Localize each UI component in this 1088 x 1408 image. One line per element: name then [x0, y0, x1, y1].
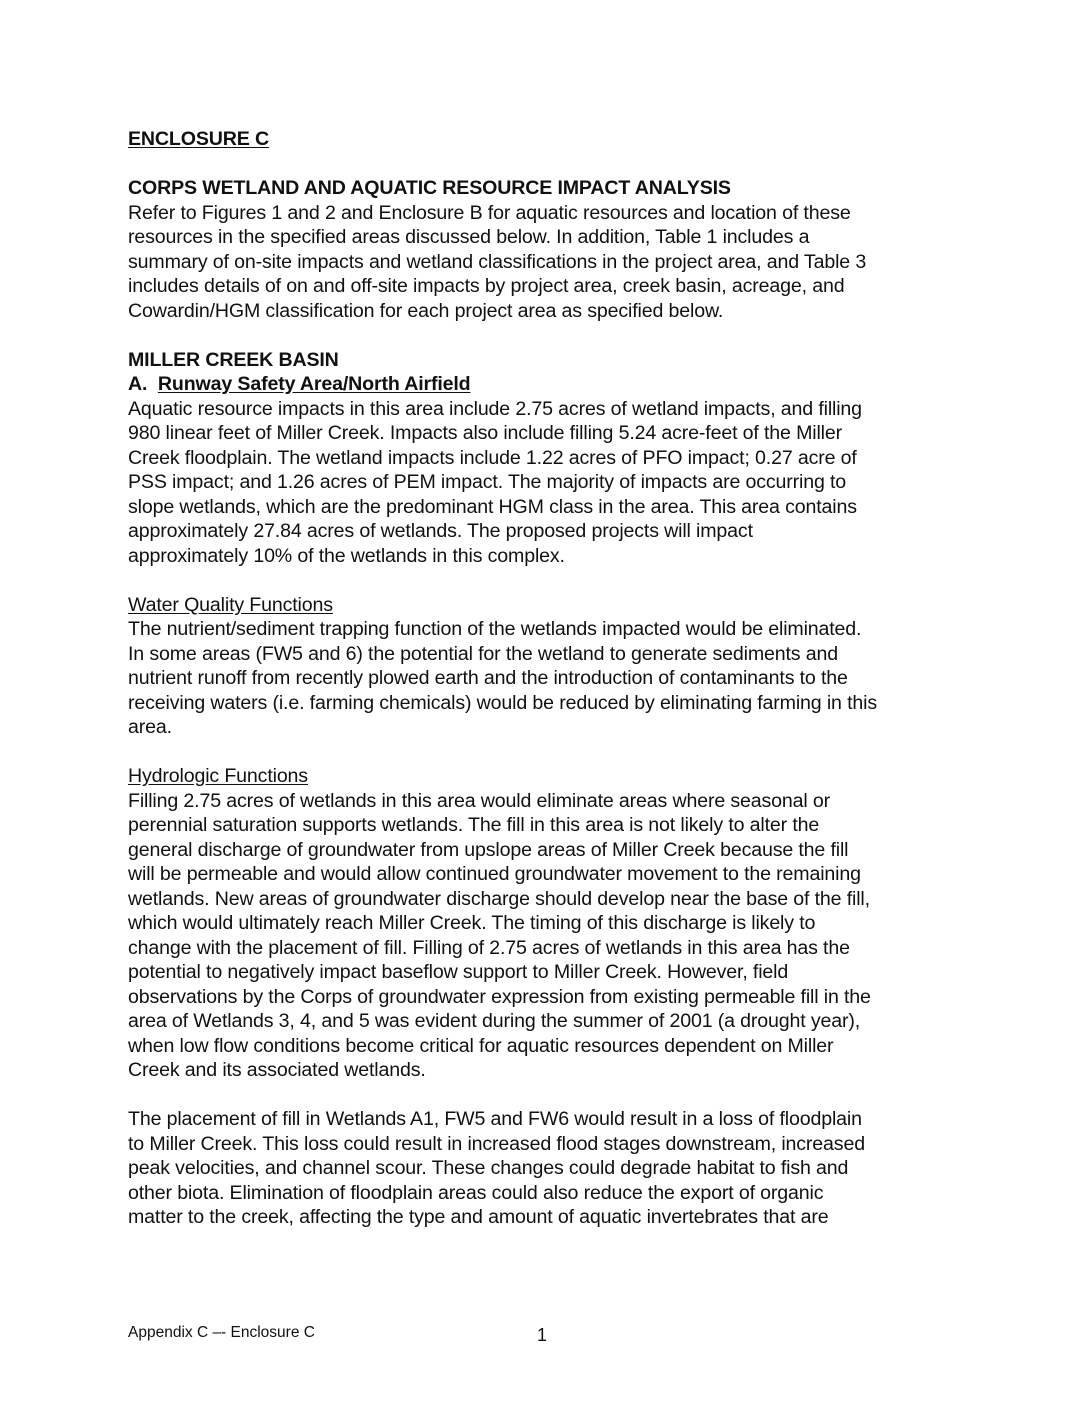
text-line: area of Wetlands 3, 4, and 5 was evident during the summer of 2001 (a drought year),	[128, 1010, 861, 1032]
text-line: 980 linear feet of Miller Creek. Impacts also include filling 5.24 acre-feet of the Miller	[128, 422, 842, 444]
text-line: approximately 27.84 acres of wetlands. The proposed projects will impact	[128, 520, 753, 542]
text-line: when low flow conditions become critical for aquatic resources dependent on Miller	[128, 1034, 834, 1057]
text-line: potential to negatively impact baseflow support to Miller Creek. However, field	[128, 961, 789, 983]
text-line: Cowardin/HGM classification for each project area as specified below.	[128, 299, 724, 322]
text-line: summary of on-site impacts and wetland classifications in the project area, and Table 3	[128, 250, 867, 273]
water-quality-heading: Water Quality Functions	[128, 593, 333, 616]
text-line: to Miller Creek. This loss could result in increased flood stages downstream, increased	[128, 1132, 865, 1155]
intro-paragraph	[128, 201, 978, 324]
text-line: general discharge of groundwater from upslope areas of Miller Creek because the fill	[128, 838, 849, 861]
text-line: nutrient runoff from recently plowed earth and the introduction of contaminants to the	[128, 667, 848, 689]
subsection-letter: A.	[128, 373, 148, 395]
text-line: receiving waters (i.e. farming chemicals) would be reduced by eliminating farming in this	[128, 691, 877, 714]
basin-title: MILLER CREEK BASIN	[128, 348, 339, 371]
text-line: The placement of fill in Wetlands A1, FW5 and FW6 would result in a loss of floodplain	[128, 1108, 862, 1130]
text-line: Aquatic resource impacts in this area include 2.75 acres of wetland impacts, and filling	[128, 397, 862, 420]
text-line: In some areas (FW5 and 6) the potential for the wetland to generate sediments and	[128, 642, 838, 665]
text-line: Refer to Figures 1 and 2 and Enclosure B for aquatic resources and location of these	[128, 201, 851, 224]
subsection-heading	[128, 372, 978, 397]
hydrologic-paragraph	[128, 789, 978, 1083]
footer-label: Appendix C –- Enclosure C	[128, 1324, 315, 1341]
text-line: which would ultimately reach Miller Creek. The timing of this discharge is likely to	[128, 912, 816, 934]
water-quality-paragraph	[128, 617, 978, 740]
text-line: The nutrient/sediment trapping function of the wetlands impacted would be eliminated.	[128, 618, 862, 640]
page-number: 1	[537, 1325, 548, 1345]
enclosure-title: ENCLOSURE C	[128, 128, 269, 150]
text-line: PSS impact; and 1.26 acres of PEM impact. The majority of impacts are occurring to	[128, 471, 847, 493]
text-line: Creek floodplain. The wetland impacts include 1.22 acres of PFO impact; 0.27 acre of	[128, 446, 857, 469]
text-line: perennial saturation supports wetlands. The fill in this area is not likely to alter the	[128, 814, 820, 836]
text-line: includes details of on and off-site impacts by project area, creek basin, acreage, and	[128, 275, 845, 297]
text-line: slope wetlands, which are the predominant HGM class in the area. This area contains	[128, 495, 857, 518]
text-line: Creek and its associated wetlands.	[128, 1059, 426, 1081]
text-line: area.	[128, 716, 172, 738]
text-line: Filling 2.75 acres of wetlands in this area would eliminate areas where seasonal or	[128, 789, 831, 812]
hydrologic-heading: Hydrologic Functions	[128, 765, 308, 787]
text-line: observations by the Corps of groundwater expression from existing permeable fill in the	[128, 985, 871, 1008]
text-line: other biota. Elimination of floodplain areas could also reduce the export of organic	[128, 1181, 824, 1204]
section-title: CORPS WETLAND AND AQUATIC RESOURCE IMPACT ANALYSIS	[128, 177, 731, 199]
text-line: change with the placement of fill. Filling of 2.75 acres of wetlands in this area has the	[128, 936, 850, 959]
text-line: matter to the creek, affecting the type and amount of aquatic invertebrates that are	[128, 1206, 829, 1228]
floodplain-paragraph	[128, 1107, 978, 1230]
text-line: approximately 10% of the wetlands in this complex.	[128, 544, 565, 567]
text-line: peak velocities, and channel scour. These changes could degrade habitat to fish and	[128, 1157, 849, 1179]
text-line: resources in the specified areas discussed below. In addition, Table 1 includes a	[128, 226, 810, 248]
subsection-title: Runway Safety Area/North Airfield	[157, 373, 471, 395]
impact-paragraph	[128, 397, 978, 569]
text-line: will be permeable and would allow continued groundwater movement to the remaining	[128, 863, 861, 885]
text-line: wetlands. New areas of groundwater discharge should develop near the base of the fill,	[128, 887, 870, 910]
document-body	[128, 127, 978, 1230]
